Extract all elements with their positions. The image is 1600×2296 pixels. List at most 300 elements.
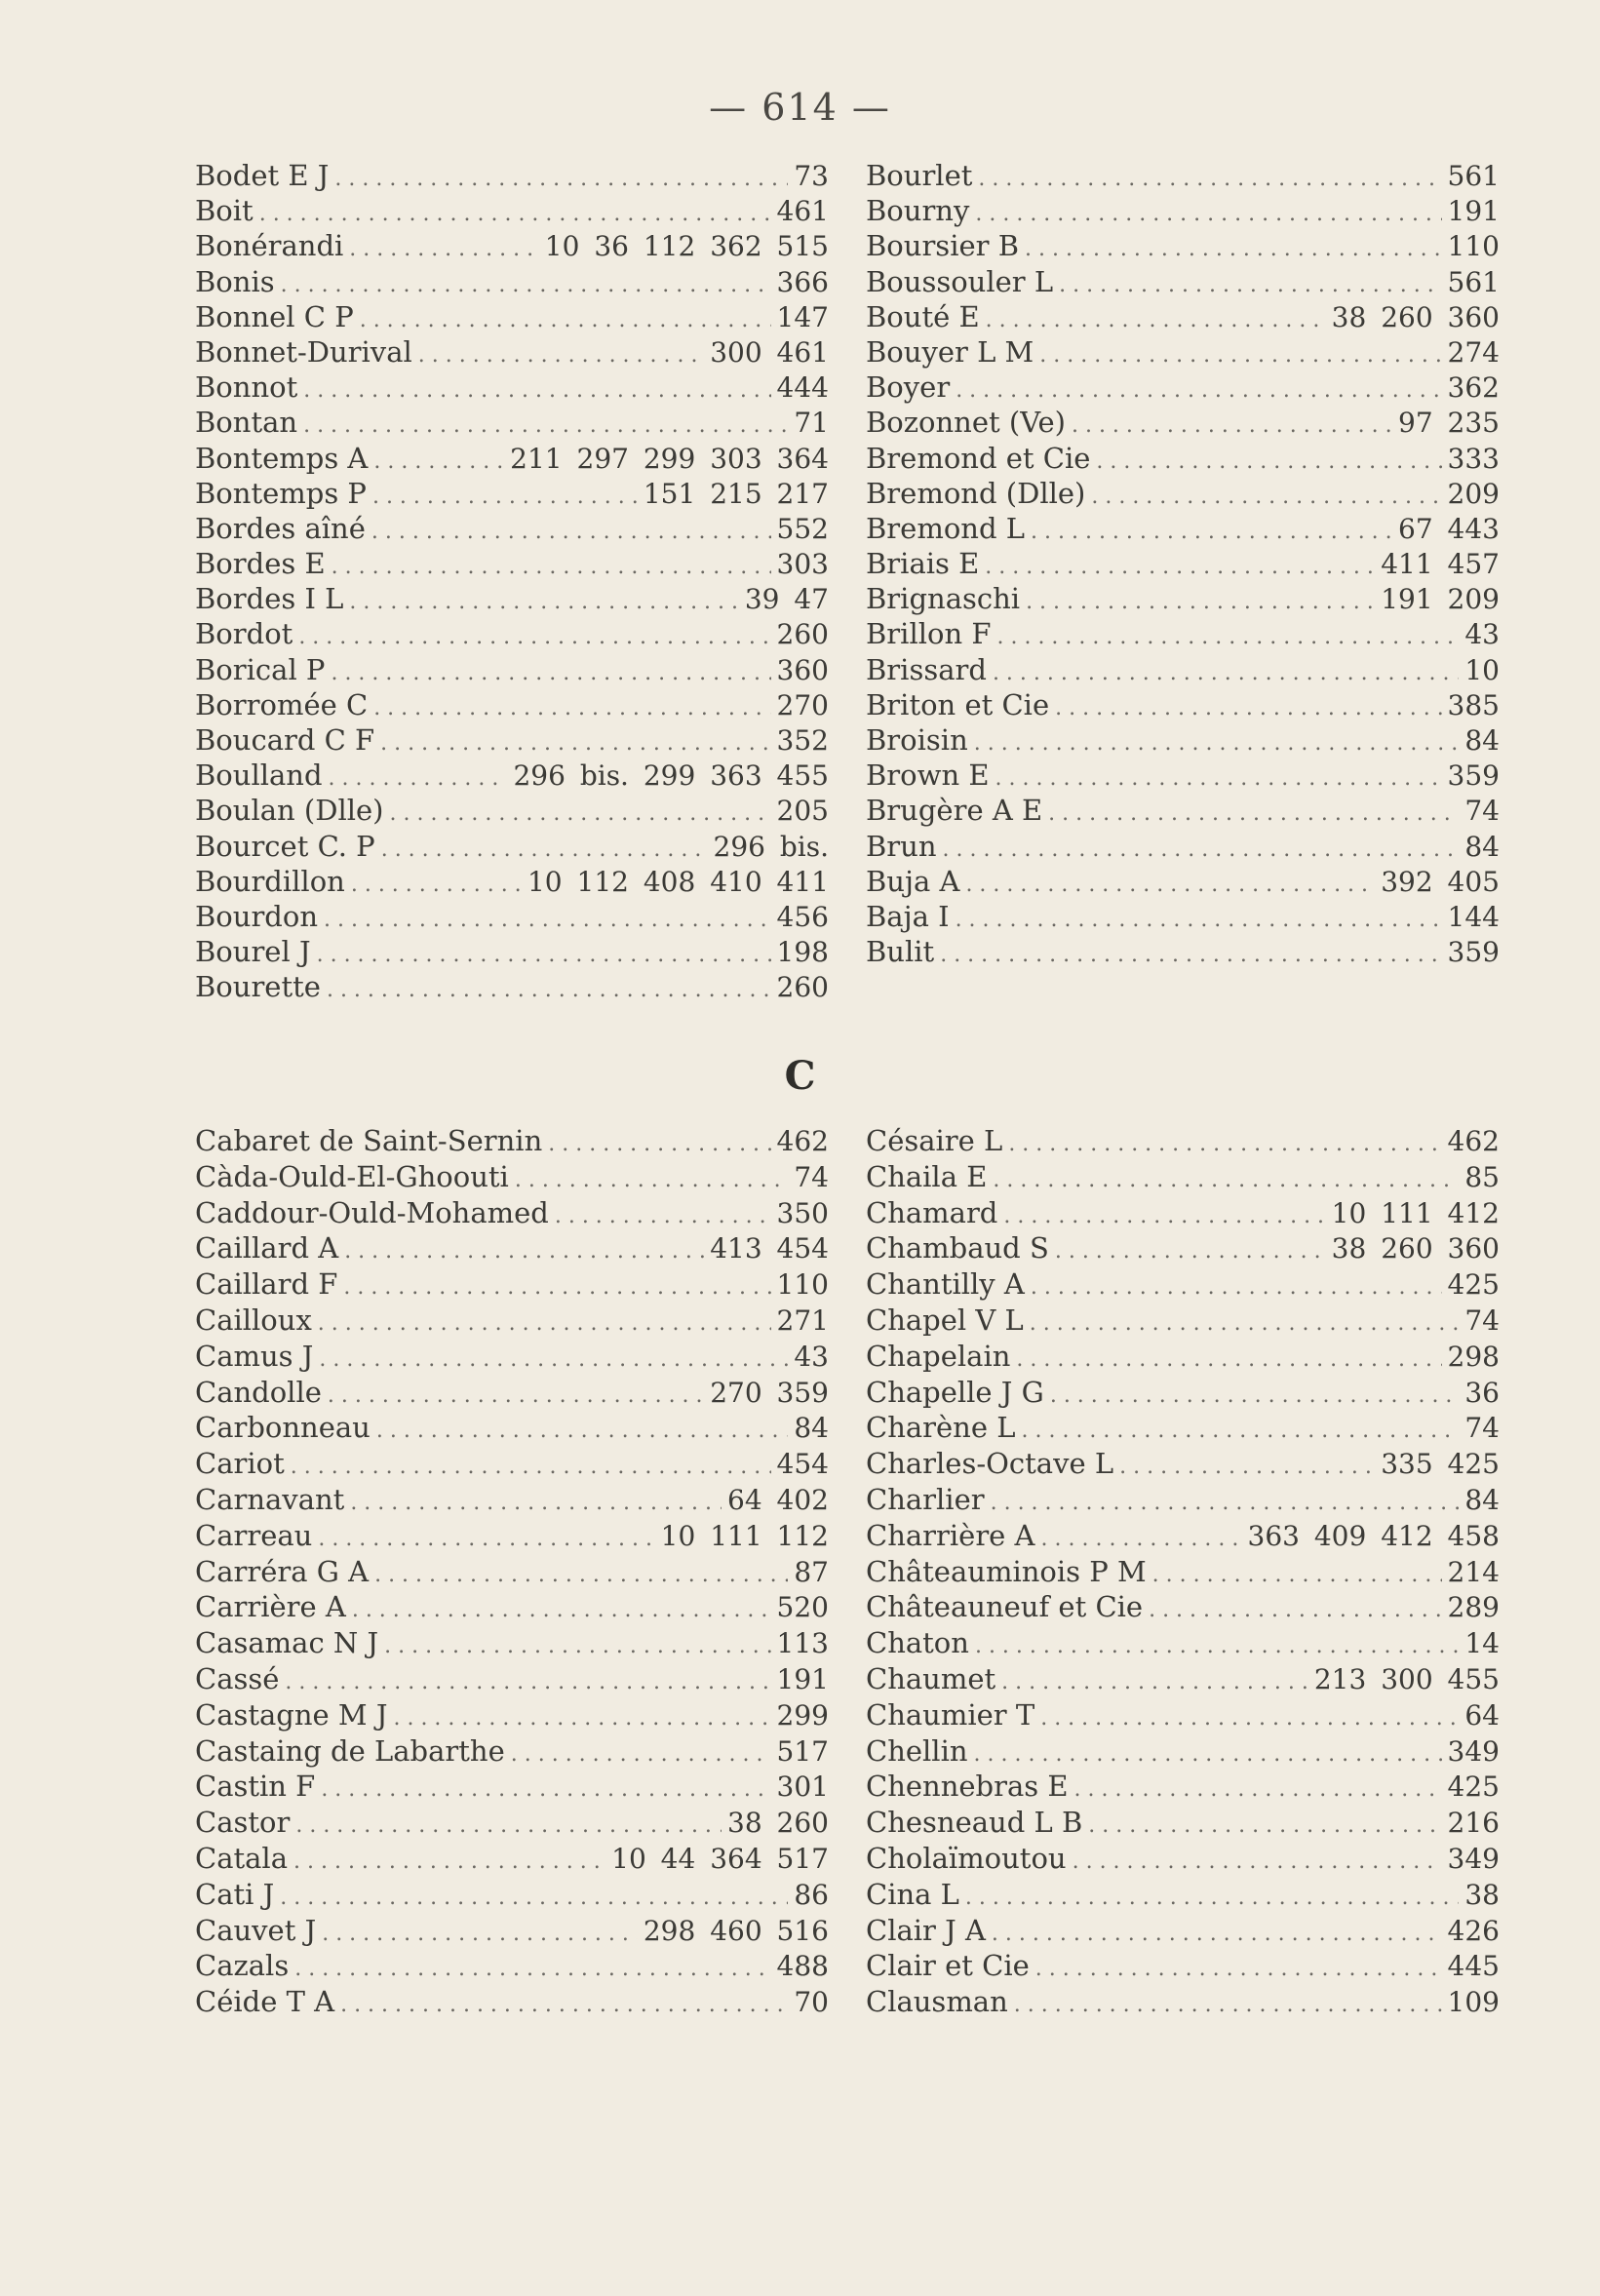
- dot-leader: [1008, 1127, 1441, 1159]
- entry-page-refs: 191: [776, 1662, 829, 1695]
- entry-name: Bourlet: [866, 159, 973, 192]
- entry-name: Camus J: [195, 1339, 314, 1373]
- index-entry: [195, 228, 829, 263]
- entry-name: Chambaud S: [866, 1231, 1049, 1265]
- entry-name: Carreau: [195, 1518, 313, 1552]
- entry-name: Bouyer L M: [866, 334, 1034, 369]
- index-entry: [866, 476, 1500, 511]
- entry-page-refs: 43: [794, 1340, 829, 1373]
- index-entry: [866, 687, 1500, 722]
- index-entry: [195, 1697, 829, 1733]
- index-entry: [866, 793, 1500, 828]
- entry-name: Charles-Octave L: [866, 1447, 1114, 1481]
- entry-page-refs: 274: [1447, 335, 1500, 369]
- index-entry: [866, 652, 1500, 687]
- index-entry: [866, 1266, 1500, 1303]
- entry-name: Bourdillon: [195, 864, 345, 898]
- index-entry: [195, 899, 829, 934]
- entry-name: Chesneaud L B: [866, 1806, 1083, 1840]
- entry-page-refs: 445: [1447, 1950, 1500, 1983]
- entry-page-refs: 462: [1447, 1125, 1500, 1157]
- index-entry: [866, 616, 1500, 651]
- dot-leader: [318, 1522, 654, 1554]
- dot-leader: [322, 1917, 638, 1949]
- dot-leader: [390, 797, 771, 828]
- dot-leader: [1152, 1558, 1442, 1590]
- dot-leader: [515, 1163, 789, 1195]
- index-entry: [866, 1230, 1500, 1266]
- index-entry: [195, 1123, 829, 1159]
- entry-page-refs: 10: [1464, 653, 1500, 686]
- entry-page-refs: 350: [776, 1196, 829, 1229]
- entry-page-refs: 38: [1464, 1878, 1500, 1911]
- index-entry: [866, 370, 1500, 405]
- entry-page-refs: 352: [776, 724, 829, 757]
- entry-page-refs: 64: [1464, 1698, 1500, 1732]
- index-entry: [195, 722, 829, 758]
- index-entry: [195, 1303, 829, 1339]
- dot-leader: [1041, 1522, 1242, 1554]
- index-entry: [195, 1625, 829, 1661]
- index-entry: [866, 299, 1500, 334]
- entry-name: Bouté E: [866, 299, 980, 333]
- dot-leader: [1074, 1772, 1442, 1805]
- dot-leader: [995, 761, 1442, 793]
- dot-leader: [329, 761, 508, 793]
- dot-leader: [956, 903, 1442, 934]
- index-entry: [195, 405, 829, 440]
- dot-leader: [1031, 515, 1392, 546]
- entry-name: Bourette: [195, 970, 321, 1004]
- entry-name: Cazals: [195, 1949, 290, 1983]
- entry-name: Bordes I L: [195, 582, 344, 616]
- index-entry: [195, 264, 829, 299]
- index-entry: [195, 1769, 829, 1805]
- entry-name: Cailloux: [195, 1303, 312, 1337]
- entry-name: Chapelle J G: [866, 1375, 1044, 1409]
- entry-name: Cati J: [195, 1877, 275, 1911]
- entry-page-refs: 14: [1464, 1627, 1500, 1660]
- dot-leader: [381, 833, 708, 864]
- entry-name: Castagne M J: [195, 1697, 388, 1732]
- entry-name: Clair et Cie: [866, 1949, 1030, 1983]
- dot-leader: [393, 1701, 770, 1733]
- entry-page-refs: 301: [776, 1771, 829, 1804]
- entry-page-refs: 298: [1447, 1340, 1500, 1373]
- entry-page-refs: 38 260: [727, 1807, 829, 1840]
- entry-page-refs: 363 409 412 458: [1247, 1519, 1500, 1552]
- entry-name: Chennebras E: [866, 1770, 1069, 1804]
- entry-name: Boucard C F: [195, 723, 375, 757]
- index-column-c-right: [866, 1123, 1500, 2020]
- entry-page-refs: 561: [1447, 160, 1500, 192]
- entry-name: Castaing de Labarthe: [195, 1733, 505, 1768]
- dot-leader: [321, 1772, 770, 1805]
- entry-page-refs: 216: [1447, 1807, 1500, 1840]
- entry-page-refs: 10 111 112: [660, 1519, 829, 1552]
- dot-leader: [294, 1952, 770, 1984]
- index-entry: [866, 158, 1500, 193]
- index-entry: [195, 1518, 829, 1554]
- index-column-b-right: [866, 158, 1500, 969]
- entry-page-refs: 270: [776, 688, 829, 721]
- index-entry: [195, 1230, 829, 1266]
- entry-page-refs: 333: [1447, 442, 1500, 475]
- index-entry: [866, 264, 1500, 299]
- index-entry: [866, 1159, 1500, 1195]
- entry-page-refs: 73: [794, 160, 829, 192]
- entry-name: Bonnot: [195, 370, 298, 405]
- dot-leader: [511, 1737, 771, 1770]
- dot-leader: [376, 1414, 789, 1446]
- index-entry: [195, 476, 829, 511]
- entry-name: Cholaïmoutou: [866, 1841, 1067, 1875]
- entry-page-refs: 359: [1447, 936, 1500, 969]
- entry-name: Briais E: [866, 547, 980, 581]
- entry-page-refs: 97 235: [1398, 407, 1500, 440]
- index-entry: [866, 228, 1500, 263]
- index-entry: [195, 758, 829, 793]
- entry-name: Buja A: [866, 864, 960, 898]
- entry-name: Chaumet: [866, 1661, 996, 1695]
- dot-leader: [327, 973, 771, 1004]
- dot-leader: [349, 585, 738, 616]
- index-entry: [195, 864, 829, 899]
- dot-leader: [351, 868, 522, 899]
- dot-leader: [418, 338, 704, 370]
- dot-leader: [1003, 1199, 1325, 1231]
- index-entry: [195, 1733, 829, 1770]
- entry-page-refs: 461: [776, 195, 829, 228]
- index-entry: [195, 158, 829, 193]
- index-entry: [866, 1554, 1500, 1590]
- index-entry: [195, 616, 829, 651]
- dot-leader: [303, 409, 788, 440]
- index-entry: [866, 1877, 1500, 1913]
- index-entry: [195, 969, 829, 1004]
- entry-page-refs: 456: [776, 900, 829, 933]
- dot-leader: [1149, 1593, 1441, 1625]
- entry-page-refs: 71: [794, 407, 829, 440]
- entry-name: Bourel J: [195, 935, 311, 969]
- dot-leader: [1001, 1665, 1308, 1697]
- dot-leader: [295, 1809, 722, 1841]
- entry-name: Céide T A: [195, 1985, 335, 2019]
- entry-page-refs: 84: [1464, 830, 1500, 863]
- index-entry: [866, 1589, 1500, 1625]
- entry-name: Cariot: [195, 1447, 285, 1481]
- index-entry: [195, 334, 829, 370]
- dot-leader: [975, 1629, 1459, 1661]
- index-entry: [195, 1984, 829, 2020]
- entry-page-refs: 84: [1464, 724, 1500, 757]
- entry-page-refs: 213 300 455: [1313, 1662, 1500, 1695]
- dot-leader: [1014, 1988, 1442, 2020]
- entry-name: Chapel V L: [866, 1303, 1024, 1337]
- dot-leader: [372, 480, 638, 511]
- entry-page-refs: 392 405: [1381, 865, 1500, 898]
- index-entry: [866, 405, 1500, 440]
- dot-leader: [360, 303, 771, 334]
- entry-page-refs: 214: [1447, 1555, 1500, 1588]
- dot-leader: [331, 656, 770, 687]
- index-entry: [866, 864, 1500, 899]
- index-entry: [195, 1159, 829, 1195]
- entry-page-refs: 298 460 516: [643, 1914, 829, 1947]
- dot-leader: [978, 162, 1441, 193]
- entry-name: Clair J A: [866, 1913, 986, 1947]
- dot-leader: [374, 1558, 788, 1590]
- dot-leader: [940, 938, 1441, 969]
- index-entry: [195, 934, 829, 969]
- entry-name: Bordes aîné: [195, 511, 366, 545]
- index-entry: [866, 581, 1500, 616]
- dot-leader: [332, 550, 771, 581]
- entry-page-refs: 271: [776, 1304, 829, 1337]
- entry-name: Bremond L: [866, 511, 1026, 545]
- dot-leader: [318, 1306, 771, 1339]
- entry-name: Cassé: [195, 1661, 280, 1695]
- index-entry: [866, 1661, 1500, 1697]
- entry-name: Charlier: [866, 1482, 985, 1516]
- entry-page-refs: 359: [1447, 759, 1500, 793]
- dot-leader: [1055, 1234, 1326, 1266]
- index-entry: [866, 1339, 1500, 1375]
- entry-name: Boulland: [195, 759, 323, 793]
- dot-leader: [285, 1665, 770, 1697]
- entry-name: Chamard: [866, 1195, 998, 1229]
- entry-name: Chaton: [866, 1626, 969, 1660]
- dot-leader: [303, 373, 770, 405]
- dot-leader: [1016, 1343, 1441, 1375]
- entry-name: Bonis: [195, 264, 275, 298]
- entry-name: Césaire L: [866, 1124, 1003, 1157]
- entry-page-refs: 349: [1447, 1734, 1500, 1768]
- entry-name: Chaumier T: [866, 1697, 1035, 1732]
- entry-page-refs: 10 111 412: [1331, 1196, 1500, 1229]
- entry-page-refs: 109: [1447, 1986, 1500, 2019]
- entry-page-refs: 74: [1464, 1304, 1500, 1337]
- entry-page-refs: 444: [776, 371, 829, 405]
- entry-page-refs: 552: [776, 512, 829, 545]
- entry-page-refs: 454: [776, 1448, 829, 1481]
- dot-leader: [985, 550, 1375, 581]
- entry-name: Boulan (Dlle): [195, 794, 384, 828]
- dot-leader: [298, 620, 770, 651]
- entry-name: Boursier B: [866, 229, 1020, 263]
- entry-page-refs: 299: [776, 1698, 829, 1732]
- entry-name: Carrière A: [195, 1590, 346, 1624]
- index-entry: [195, 1948, 829, 1984]
- index-entry: [866, 1625, 1500, 1661]
- dot-leader: [352, 1593, 771, 1625]
- entry-page-refs: 86: [794, 1878, 829, 1911]
- entry-name: Brignaschi: [866, 582, 1021, 616]
- entry-page-refs: 84: [794, 1412, 829, 1445]
- entry-name: Bontemps A: [195, 441, 369, 475]
- entry-name: Candolle: [195, 1375, 322, 1409]
- entry-page-refs: 85: [1464, 1160, 1500, 1193]
- entry-page-refs: 74: [1464, 1412, 1500, 1445]
- dot-leader: [291, 1450, 771, 1482]
- dot-leader: [992, 1917, 1442, 1949]
- dot-leader: [380, 726, 770, 758]
- entry-page-refs: 38 260 360: [1331, 1232, 1500, 1265]
- index-entry: [195, 193, 829, 228]
- dot-leader: [1059, 268, 1441, 299]
- index-entry: [866, 1518, 1500, 1554]
- dot-leader: [993, 1163, 1459, 1195]
- index-entry: [195, 1482, 829, 1518]
- entry-name: Boit: [195, 194, 254, 228]
- entry-page-refs: 198: [776, 936, 829, 969]
- index-entry: [195, 652, 829, 687]
- entry-name: Bozonnet (Ve): [866, 406, 1066, 440]
- dot-leader: [975, 197, 1441, 228]
- entry-name: Bonnel C P: [195, 299, 354, 333]
- dot-leader: [371, 515, 771, 546]
- entry-name: Bonérandi: [195, 229, 344, 263]
- entry-name: Charrière A: [866, 1518, 1035, 1552]
- dot-leader: [991, 1486, 1460, 1518]
- entry-name: Clausman: [866, 1985, 1008, 2019]
- entry-page-refs: 260: [776, 618, 829, 651]
- entry-name: Brissard: [866, 652, 987, 686]
- entry-name: Bourcet C. P: [195, 829, 375, 863]
- dot-leader: [996, 620, 1459, 651]
- entry-name: Bulit: [866, 935, 935, 969]
- entry-page-refs: 385: [1447, 688, 1500, 721]
- entry-page-refs: 360: [776, 653, 829, 686]
- dot-leader: [324, 903, 771, 934]
- dot-leader: [1096, 445, 1441, 476]
- entry-name: Castor: [195, 1806, 291, 1840]
- index-entry: [195, 1375, 829, 1411]
- index-entry: [195, 1554, 829, 1590]
- index-entry: [866, 1375, 1500, 1411]
- dot-leader: [555, 1199, 771, 1231]
- dot-leader: [259, 197, 771, 228]
- entry-page-refs: 147: [776, 300, 829, 333]
- dot-leader: [1039, 338, 1441, 370]
- entry-name: Caillard F: [195, 1267, 338, 1302]
- entry-page-refs: 43: [1464, 618, 1500, 651]
- entry-name: Casamac N J: [195, 1626, 379, 1660]
- entry-page-refs: 289: [1447, 1591, 1500, 1624]
- entry-page-refs: 425: [1447, 1268, 1500, 1302]
- entry-page-refs: 520: [776, 1591, 829, 1624]
- index-entry: [195, 687, 829, 722]
- entry-name: Cauvet J: [195, 1913, 317, 1947]
- entry-page-refs: 110: [776, 1268, 829, 1302]
- dot-leader: [1048, 797, 1459, 828]
- entry-name: Brun: [866, 829, 937, 863]
- entry-page-refs: 74: [1464, 795, 1500, 828]
- entry-page-refs: 36: [1464, 1376, 1500, 1409]
- index-entry: [866, 1482, 1500, 1518]
- entry-name: Brugère A E: [866, 794, 1043, 828]
- entry-page-refs: 87: [794, 1555, 829, 1588]
- dot-leader: [965, 868, 1375, 899]
- index-entry: [866, 1195, 1500, 1231]
- entry-name: Brillon F: [866, 617, 992, 651]
- entry-page-refs: 67 443: [1398, 512, 1500, 545]
- dot-leader: [1072, 409, 1392, 440]
- index-entry: [195, 1805, 829, 1841]
- dot-leader: [1040, 1701, 1459, 1733]
- dot-leader: [1026, 585, 1375, 616]
- entry-page-refs: 366: [776, 265, 829, 298]
- entry-page-refs: 144: [1447, 900, 1500, 933]
- dot-leader: [1050, 1379, 1460, 1411]
- dot-leader: [280, 1881, 788, 1913]
- entry-name: Bontemps P: [195, 476, 367, 510]
- entry-page-refs: 209: [1447, 477, 1500, 510]
- index-entry: [195, 1589, 829, 1625]
- entry-name: Càda-Ould-El-Ghoouti: [195, 1159, 509, 1193]
- dot-leader: [319, 1343, 788, 1375]
- dot-leader: [373, 691, 770, 722]
- index-entry: [195, 793, 829, 828]
- index-entry: [195, 441, 829, 476]
- entry-page-refs: 488: [776, 1950, 829, 1983]
- entry-name: Bremond (Dlle): [866, 476, 1086, 510]
- dot-leader: [1055, 691, 1441, 722]
- dot-leader: [350, 1486, 722, 1518]
- entry-name: Chellin: [866, 1733, 968, 1768]
- index-entry: [866, 441, 1500, 476]
- entry-name: Caddour-Ould-Mohamed: [195, 1195, 549, 1229]
- entry-name: Borromée C: [195, 687, 369, 721]
- entry-name: Charène L: [866, 1411, 1016, 1445]
- entry-name: Bremond et Cie: [866, 441, 1091, 475]
- dot-leader: [1035, 1952, 1442, 1984]
- entry-name: Châteauneuf et Cie: [866, 1590, 1144, 1624]
- index-entry: [866, 511, 1500, 546]
- index-entry: [195, 1410, 829, 1446]
- entry-name: Bourdon: [195, 899, 319, 933]
- dot-leader: [548, 1127, 770, 1159]
- entry-page-refs: 110: [1447, 230, 1500, 263]
- dot-leader: [1091, 480, 1441, 511]
- entry-page-refs: 335 425: [1381, 1448, 1500, 1481]
- dot-leader: [956, 373, 1441, 405]
- index-entry: [866, 722, 1500, 758]
- index-entry: [195, 829, 829, 864]
- entry-name: Cina L: [866, 1877, 959, 1911]
- entry-name: Bontan: [195, 406, 298, 440]
- index-entry: [866, 1913, 1500, 1949]
- entry-page-refs: 38 260 360: [1331, 300, 1500, 333]
- index-entry: [866, 934, 1500, 969]
- entry-name: Bourny: [866, 194, 970, 228]
- index-entry: [195, 1446, 829, 1482]
- entry-page-refs: 413 454: [710, 1232, 829, 1265]
- index-entry: [195, 511, 829, 546]
- index-entry: [195, 1195, 829, 1231]
- entry-page-refs: 84: [1464, 1483, 1500, 1516]
- entry-page-refs: 151 215 217: [643, 477, 829, 510]
- entry-page-refs: 517: [776, 1734, 829, 1768]
- index-entry: [195, 1913, 829, 1949]
- index-entry: [866, 1841, 1500, 1877]
- entry-page-refs: 296 bis.: [713, 830, 829, 863]
- index-entry: [866, 758, 1500, 793]
- entry-page-refs: 10 44 364 517: [611, 1842, 829, 1875]
- index-entry: [866, 1805, 1500, 1841]
- entry-name: Carnavant: [195, 1482, 345, 1516]
- entry-page-refs: 260: [776, 971, 829, 1004]
